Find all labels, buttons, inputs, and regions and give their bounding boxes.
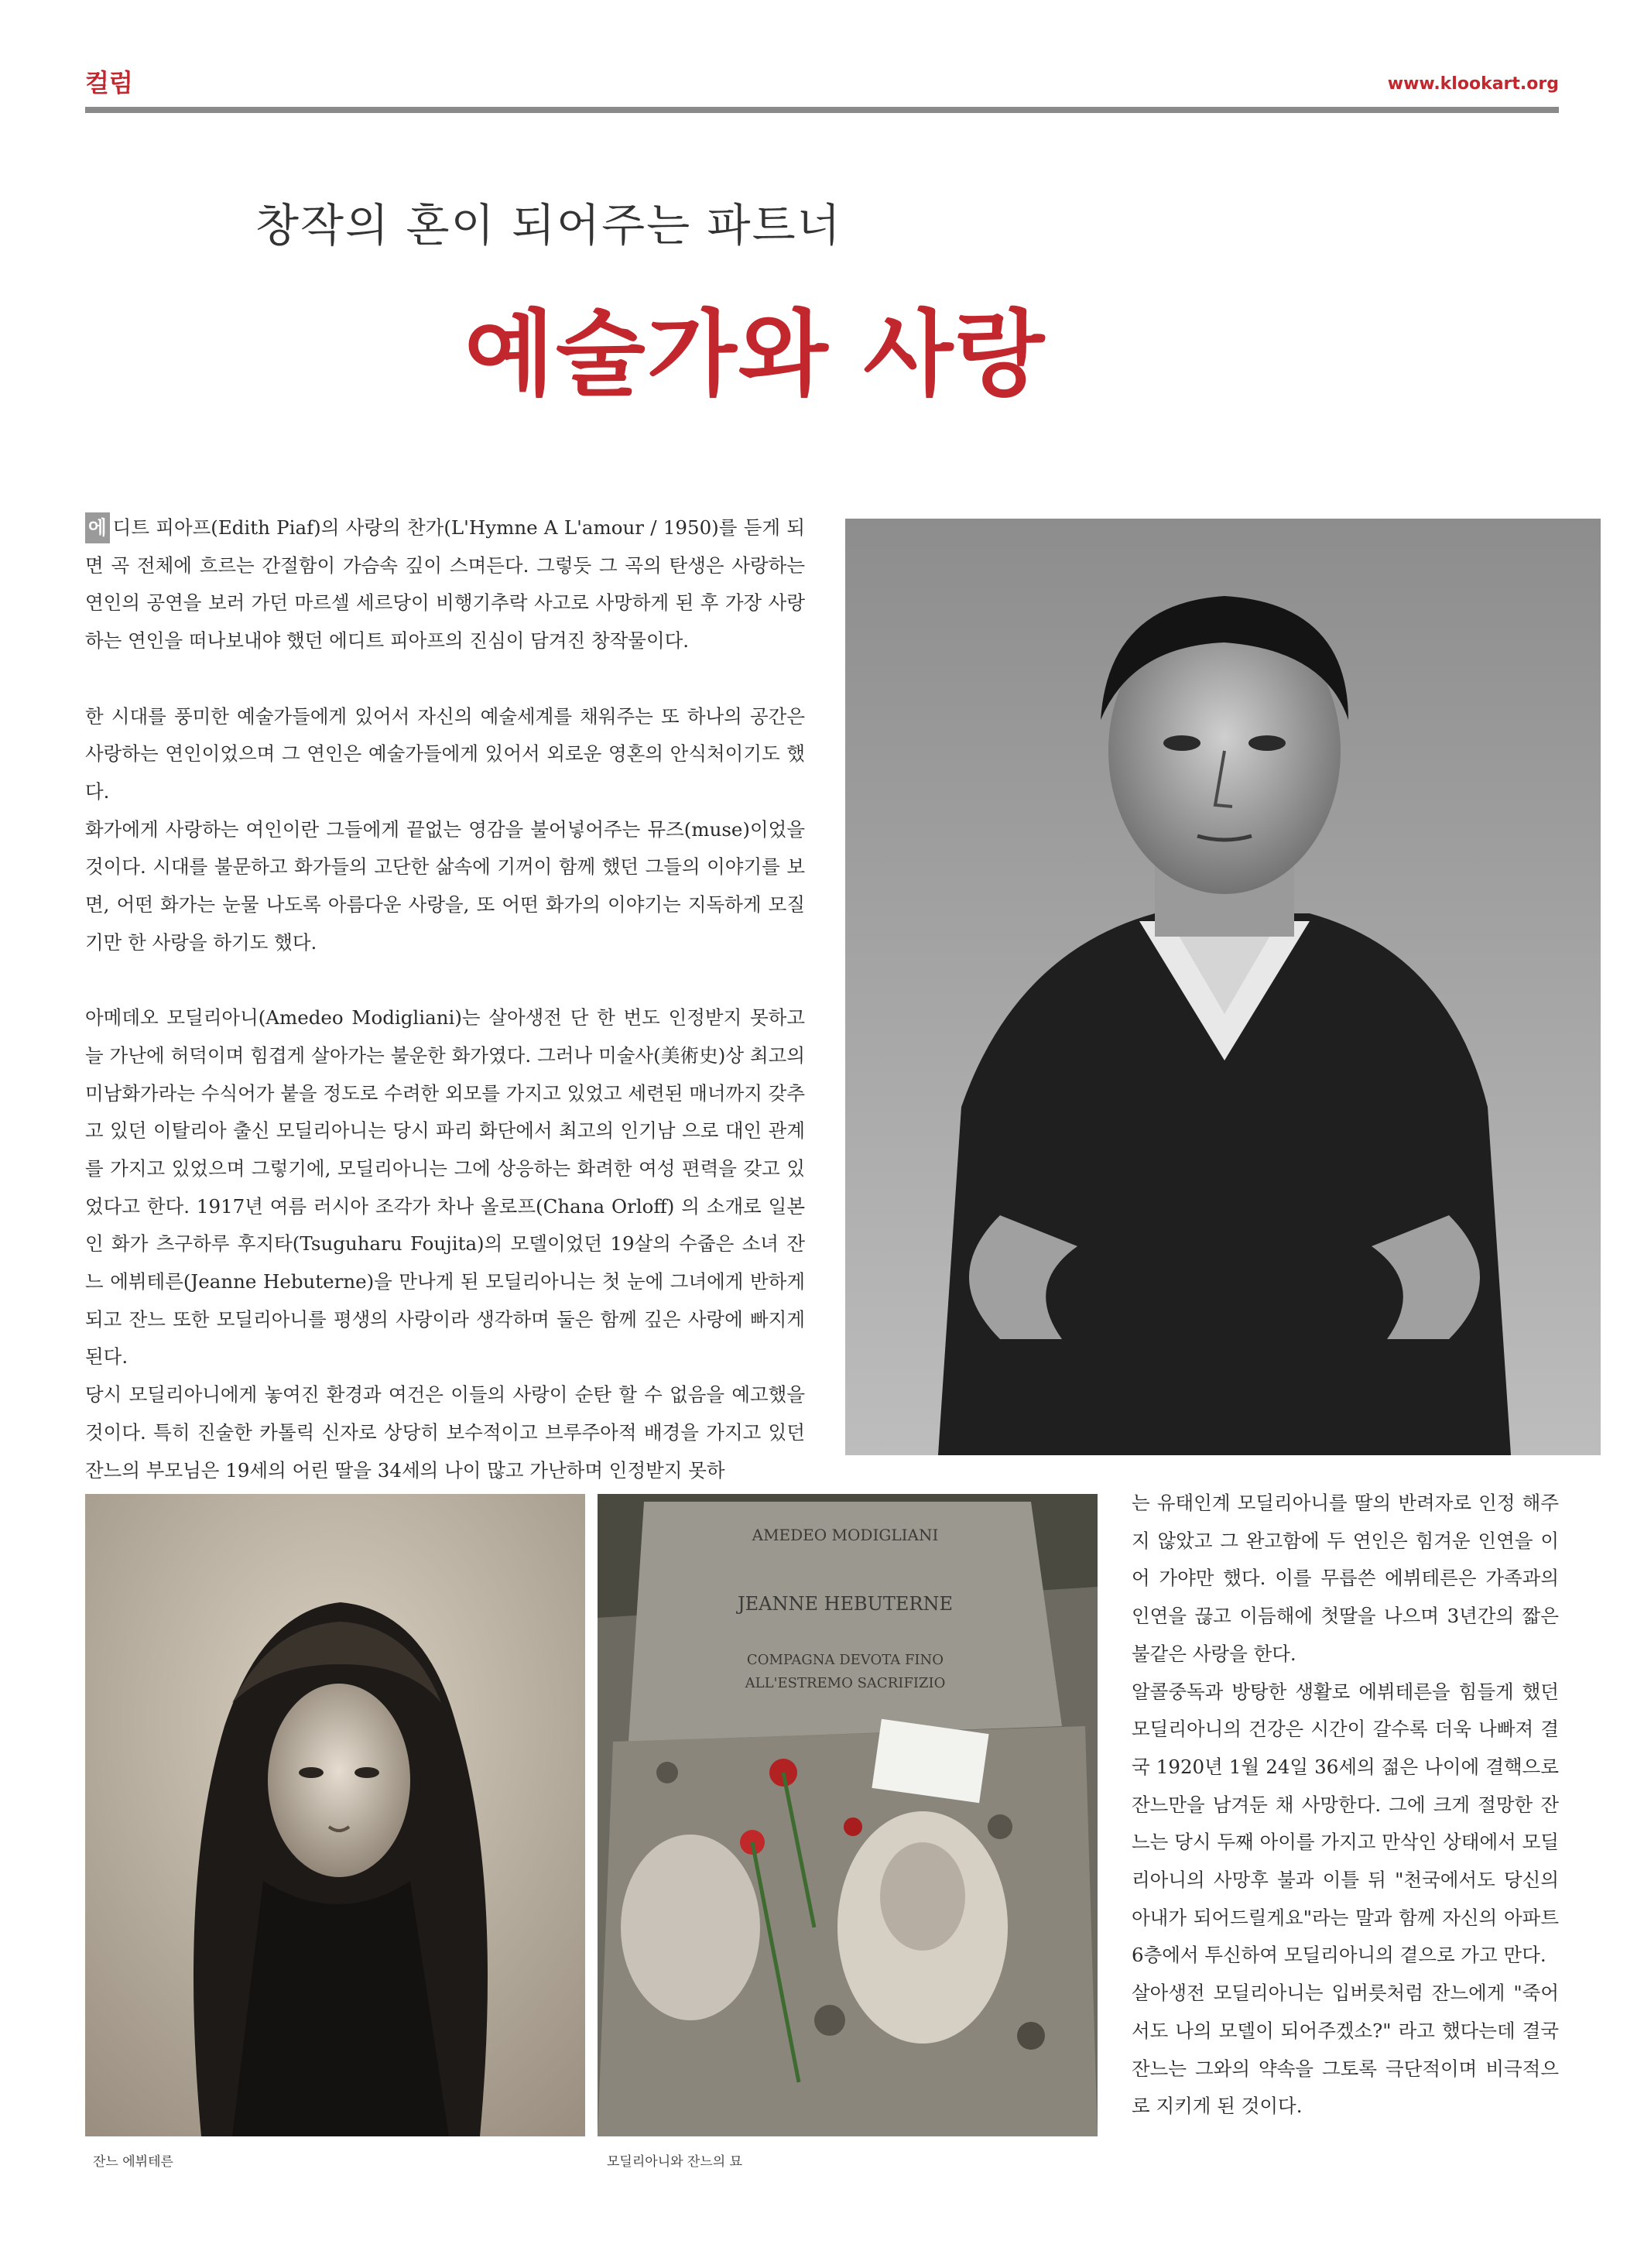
article-title: 예술가와 사랑 (464, 301, 1046, 409)
paragraph-5: 당시 모딜리아니에게 놓여진 환경과 여건은 이들의 사랑이 순탄 할 수 없음을 예고했을 것이다. 특히 진술한 카톨릭 신자로 상당히 보수적이고 브루주아적 배경을 가지고 있던 잔느의 부모님은 19세의 어린 딸을 34세의 나이 많고 가난하며 인정받지 못하 (85, 1383, 805, 1482)
section-label: 컬럼 (85, 68, 133, 98)
grave-photo (598, 1494, 1098, 2136)
jeanne-hebuterne-photo (85, 1494, 585, 2136)
paragraph-4: 아메데오 모딜리아니(Amedeo Modigliani)는 살아생전 단 한 번도 인정받지 못하고 늘 가난에 허덕이며 힘겹게 살아가는 불운한 화가였다. 그러나 미술사(美術史)상 최고의 미남화가라는 수식어가 붙을 정도로 수려한 외모를 가지고 있었고 세련된 매너까지 갖추고 있던 이탈리아 출신 모딜리아니는 당시 파리 화단에서 최고의 인기남 으로 대인 관계를 가지고 있었으며 그렇기에, 모딜리아니는 그에 상응하는 화려한 여성 편력을 갖고 있었다고 한다. 1917년 여름 러시아 조각가 차나 올로프(Chana Orloff) 의 소개로 일본인 화가 츠구하루 후지타(Tsuguharu Foujita)의 모델이었던 19살의 수줍은 소녀 잔느 에뷔테른(Jeanne Hebuterne)을 만나게 된 모딜리아니는 첫 눈에 그녀에게 반하게 되고 잔느 또한 모딜리아니를 평생의 사랑이라 생각하며 둘은 함께 깊은 사랑에 빠지게 된다. (85, 1006, 805, 1369)
caption-grave: 모딜리아니와 잔느의 묘 (607, 2154, 743, 2170)
site-url[interactable]: www.klookart.org (1387, 74, 1559, 94)
article-column-right (1132, 1485, 1559, 2126)
paragraph-6: 는 유태인계 모딜리아니를 딸의 반려자로 인정 해주지 않았고 그 완고함에 두 연인은 힘겨운 인연을 이어 가야만 했다. 이를 무릅쓴 에뷔테른은 가족과의 인연을 끊고 이듬해에 첫딸을 나으며 3년간의 짧은 불같은 사랑을 한다. (1132, 1492, 1559, 1665)
modigliani-portrait-photo (845, 519, 1601, 1455)
paragraph-1: 에 디트 피아프(Edith Piaf)의 사랑의 찬가(L'Hymne A L'amour / 1950)를 듣게 되면 곡 전체에 흐르는 간절함이 가슴속 깊이 스며든다. 그렇듯 그 곡의 탄생은 사랑하는 연인의 공연을 보러 가던 마르셀 세르당이 비행기추락 사고로 사망하게 된 후 가장 사랑하는 연인을 떠나보내야 했던 에디트 피아프의 진심이 담겨진 창작물이다. (85, 509, 805, 660)
paragraph-2: 한 시대를 풍미한 예술가들에게 있어서 자신의 예술세계를 채워주는 또 하나의 공간은 사랑하는 연인이었으며 그 연인은 예술가들에게 있어서 외로운 영혼의 안식처이기도 했다. (85, 704, 805, 803)
article-column-left (85, 509, 805, 1489)
grave-inscription-1: AMEDEO MODIGLIANI (752, 1526, 939, 1544)
paragraph-8: 살아생전 모딜리아니는 입버릇처럼 잔느에게 "죽어서도 나의 모델이 되어주겠소?" 라고 했다는데 결국 잔느는 그와의 약속을 그토록 극단적이며 비극적으로 지키게 된 것이다. (1132, 1982, 1559, 2118)
grave-inscription-3: COMPAGNA DEVOTA FINO (746, 1652, 944, 1668)
grave-inscription-4: ALL'ESTREMO SACRIFIZIO (745, 1675, 946, 1691)
grave-inscription-2: JEANNE HEBUTERNE (737, 1593, 954, 1615)
article-subtitle: 창작의 혼이 되어주는 파트너 (255, 199, 842, 252)
paragraph-3: 화가에게 사랑하는 여인이란 그들에게 끝없는 영감을 불어넣어주는 뮤즈(muse)이었을 것이다. 시대를 불문하고 화가들의 고단한 삶속에 기꺼이 함께 했던 그들의 이야기를 보면, 어떤 화가는 눈물 나도록 아름다운 사랑을, 또 어떤 화가의 이야기는 지독하게 모질기만 한 사랑을 하기도 했다. (85, 817, 805, 954)
caption-jeanne: 잔느 에뷔테른 (93, 2154, 173, 2170)
paragraph-7: 알콜중독과 방탕한 생활로 에뷔테른을 힘들게 했던 모딜리아니의 건강은 시간이 갈수록 더욱 나빠져 결국 1920년 1월 24일 36세의 젊은 나이에 결핵으로 잔느만을 남겨둔 채 사망한다. 그에 크게 절망한 잔느는 당시 두째 아이를 가지고 만삭인 상태에서 모딜리아니의 사망후 불과 이틀 뒤 "천국에서도 당신의 아내가 되어드릴게요"라는 말과 함께 자신의 아파트 6층에서 투신하여 모딜리아니의 곁으로 가고 만다. (1132, 1680, 1559, 1967)
dropcap: 에 (85, 512, 110, 543)
header-rule (85, 107, 1559, 113)
